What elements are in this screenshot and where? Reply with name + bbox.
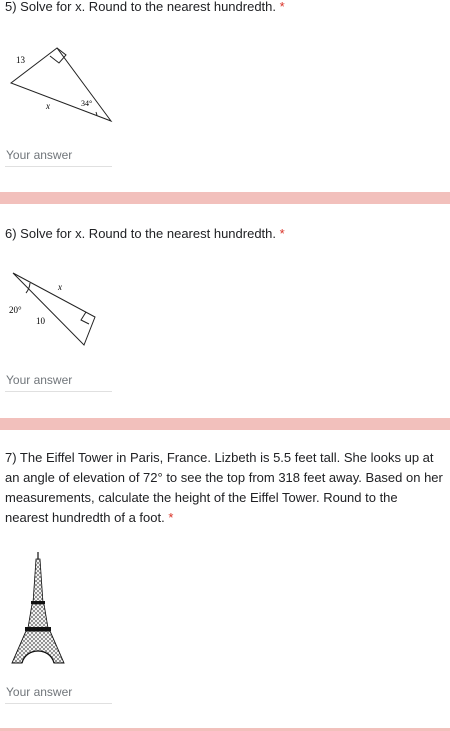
unknown-label-x: x: [46, 101, 50, 111]
answer-field-5-wrap: [5, 146, 111, 167]
question-5: [0, 0, 450, 190]
section-divider-2: [0, 418, 450, 430]
answer-field-7-wrap: [5, 683, 111, 704]
question-5-text: [5, 0, 444, 17]
side-label-13: 13: [16, 55, 25, 65]
answer-field-7[interactable]: [5, 685, 112, 704]
eiffel-tower-image: [10, 551, 66, 665]
question-5-prompt: 5) Solve for x. Round to the nearest hundredth.: [5, 0, 277, 14]
question-7-text: [5, 448, 444, 528]
unknown-label-x: x: [58, 282, 62, 292]
answer-field-6-wrap: [5, 371, 111, 392]
triangle-figure-6: [5, 268, 125, 358]
required-asterisk: *: [279, 226, 285, 241]
question-7: [0, 430, 450, 731]
angle-label-20: 20°: [9, 305, 22, 315]
question-6-text: [5, 224, 444, 244]
required-asterisk: *: [168, 510, 174, 525]
question-6-prompt: 6) Solve for x. Round to the nearest hundredth.: [5, 226, 277, 241]
section-divider-1: [0, 192, 450, 204]
question-7-prompt: 7) The Eiffel Tower in Paris, France. Lizbeth is 5.5 feet tall. She looks up at an angle of elevation of 72° to see the top from 318 feet away. Based on her measurements, calculate the height of the Eiffel Tower. Round to the nearest hundredth of a foot.: [5, 450, 443, 525]
question-6: [0, 204, 450, 416]
angle-label-34: 34°: [81, 99, 93, 108]
answer-field-5[interactable]: [5, 148, 112, 167]
triangle-figure-5: [5, 40, 135, 130]
side-label-10: 10: [36, 316, 45, 326]
required-asterisk: *: [279, 0, 285, 14]
answer-field-6[interactable]: [5, 373, 112, 392]
